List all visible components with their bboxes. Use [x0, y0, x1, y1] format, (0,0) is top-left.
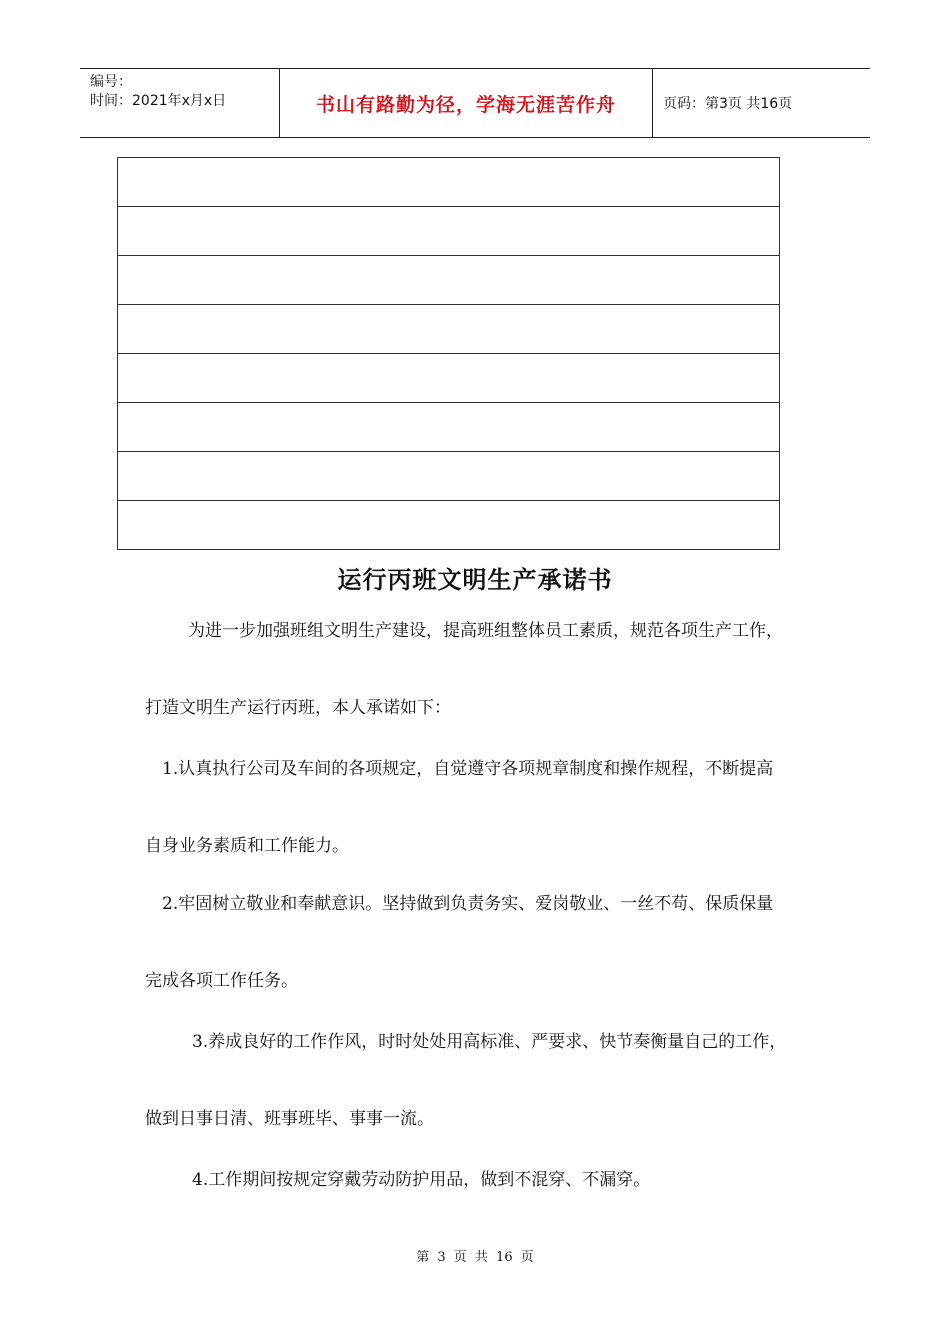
paragraph-line: 打造文明生产运行丙班，本人承诺如下： — [145, 698, 451, 718]
document-title: 运行丙班文明生产承诺书 — [337, 565, 613, 594]
paragraph-line: 1.认真执行公司及车间的各项规定，自觉遵守各项规章制度和操作规程，不断提高 — [162, 759, 774, 779]
paragraph-line: 做到日事日清、班事班毕、事事一流。 — [145, 1109, 434, 1129]
page-header — [80, 68, 870, 138]
table-row — [118, 256, 779, 305]
table-row — [118, 452, 779, 501]
paragraph-line: 为进一步加强班组文明生产建设，提高班组整体员工素质，规范各项生产工作， — [188, 621, 783, 641]
table-row — [118, 501, 779, 549]
table-row — [118, 403, 779, 452]
table-row — [118, 354, 779, 403]
paragraph-line: 2.牢固树立敬业和奉献意识。坚持做到负责务实、爱岗敬业、一丝不苟、保质保量 — [162, 894, 774, 914]
table-row — [118, 305, 779, 354]
paragraph-line: 3.养成良好的工作作风，时时处处用高标准、严要求、快节奏衡量自己的工作， — [192, 1032, 787, 1052]
header-page-code: 页码：第3页 共16页 — [663, 96, 793, 112]
number-label: 编号： — [90, 74, 132, 90]
empty-table — [117, 157, 780, 550]
table-row — [118, 158, 779, 207]
time-label: 时间：2021年x月x日 — [90, 93, 227, 109]
table-row — [118, 207, 779, 256]
page-footer: 第 3 页 共 16 页 — [416, 1250, 534, 1265]
header-left-cell — [80, 69, 280, 137]
paragraph-line: 自身业务素质和工作能力。 — [145, 836, 349, 856]
paragraph-line: 4.工作期间按规定穿戴劳动防护用品，做到不混穿、不漏穿。 — [192, 1170, 651, 1190]
header-motto: 书山有路勤为径，学海无涯苦作舟 — [280, 69, 653, 137]
paragraph-line: 完成各项工作任务。 — [145, 971, 298, 991]
